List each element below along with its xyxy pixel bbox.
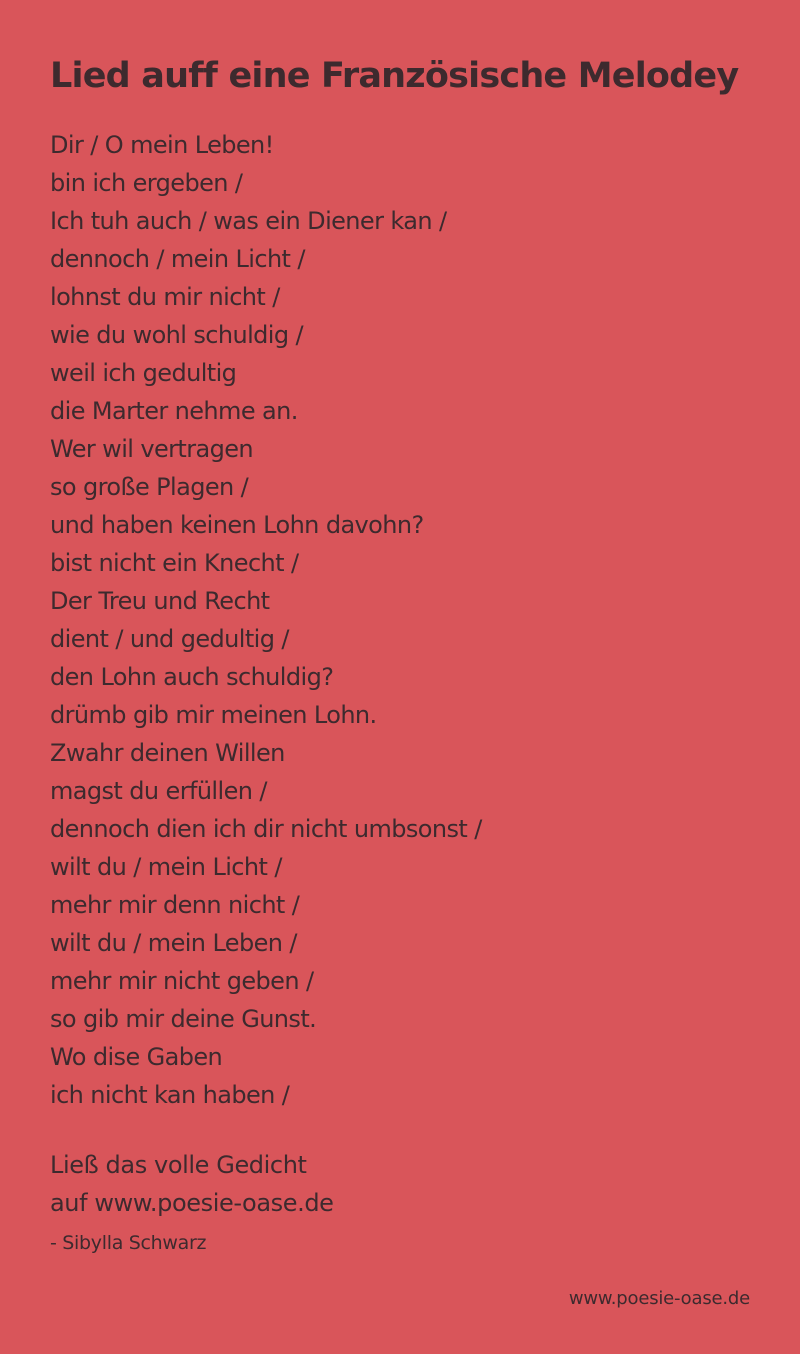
poem-line: Ich tuh auch / was ein Diener kan / [50, 207, 447, 235]
poem-card [50, 50, 750, 1256]
poem-title: Lied auff eine Französische Melodey [50, 56, 739, 96]
poem-line: bin ich ergeben / [50, 169, 243, 197]
footer-website: www.poesie-oase.de [568, 1288, 750, 1309]
poem-line: mehr mir denn nicht / [50, 891, 300, 919]
read-more-text: Ließ das volle Gedicht [50, 1151, 307, 1179]
poem-line: Wo dise Gaben [50, 1043, 223, 1071]
poem-line: so große Plagen / [50, 473, 249, 501]
poem-line: drümb gib mir meinen Lohn. [50, 701, 377, 729]
read-more-link-text: auf www.poesie-oase.de [50, 1189, 334, 1217]
poem-line: magst du erfüllen / [50, 777, 267, 805]
poem-line: mehr mir nicht geben / [50, 967, 314, 995]
poem-line: wilt du / mein Licht / [50, 853, 282, 881]
poem-line: Der Treu und Recht [50, 587, 270, 615]
poem-author: - Sibylla Schwarz [50, 1232, 207, 1254]
poem-line: bist nicht ein Knecht / [50, 549, 299, 577]
poem-line: wie du wohl schuldig / [50, 321, 304, 349]
poem-line: dient / und gedultig / [50, 625, 289, 653]
poem-line: Zwahr deinen Willen [50, 739, 285, 767]
poem-line: Wer wil vertragen [50, 435, 254, 463]
poem-line: dennoch dien ich dir nicht umbsonst / [50, 815, 482, 843]
poem-line: wilt du / mein Leben / [50, 929, 297, 957]
poem-line: die Marter nehme an. [50, 397, 298, 425]
poem-line: den Lohn auch schuldig? [50, 663, 334, 691]
poem-line: lohnst du mir nicht / [50, 283, 280, 311]
poem-line: so gib mir deine Gunst. [50, 1005, 317, 1033]
poem-line: ich nicht kan haben / [50, 1081, 290, 1109]
poem-line: dennoch / mein Licht / [50, 245, 305, 273]
poem-line: und haben keinen Lohn davohn? [50, 511, 424, 539]
poem-lines [50, 126, 750, 1114]
poem-line: Dir / O mein Leben! [50, 131, 274, 159]
poem-line: weil ich gedultig [50, 359, 237, 387]
read-more-note [50, 1146, 750, 1222]
